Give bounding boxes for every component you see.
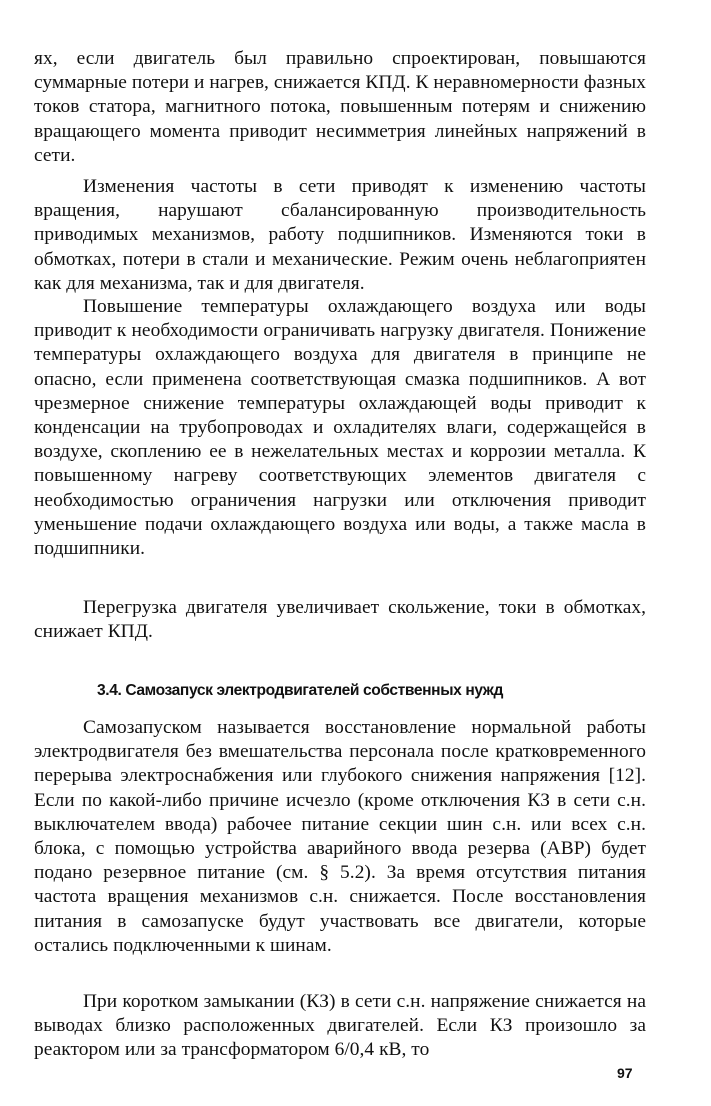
section-heading: 3.4. Самозапуск электродвигателей собственных нужд [97, 682, 503, 699]
paragraph-continuation: ях, если двигатель был правильно спроектирован, повышаются суммарные потери и нагрев, снижается КПД. К неравномерности фазных токов статора, магнитного потока, повышенным потерям и снижению вращающего момента приводит несимметрия линейных напряжений в сети. [34, 48, 646, 166]
paragraph-short-circuit: При коротком замыкании (КЗ) в сети с.н. напряжение снижается на выводах близко расположенных двигателей. Если КЗ произошло за реактором или за трансформатором 6/0,4 кВ, то [34, 991, 646, 1061]
paragraph-overload: Перегрузка двигателя увеличивает скольжение, токи в обмотках, снижает КПД. [34, 597, 646, 643]
page-number: 97 [617, 1065, 633, 1081]
paragraph-temperature: Повышение температуры охлаждающего воздуха или воды приводит к необходимости ограничивать нагрузку двигателя. Понижение температуры охлаждающего воздуха для двигателя в принципе не опасно, если применена соответствующая смазка подшипников. А вот чрезмерное снижение температуры охлаждающей воды приводит к конденсации на трубопроводах и охладителях влаги, содержащейся в воздухе, скоплению ее в нежелательных местах и коррозии металла. К повышенному нагреву соответствующих элементов двигателя с необходимостью ограничения нагрузки или отключения приводит уменьшение подачи охлаждающего воздуха или воды, а также масла в подшипники. [34, 296, 646, 560]
paragraph-frequency: Изменения частоты в сети приводят к изменению частоты вращения, нарушают сбалансированную производительность приводимых механизмов, работу подшипников. Изменяются токи в обмотках, потери в стали и механические. Режим очень неблагоприятен как для механизма, так и для двигателя. [34, 176, 646, 294]
paragraph-self-start-definition: Самозапуском называется восстановление нормальной работы электродвигателя без вмешательства персонала после кратковременного перерыва электроснабжения или глубокого снижения напряжения [12]. Если по какой-либо причине исчезло (кроме отключения КЗ в сети с.н. выключателем ввода) рабочее питание секции шин с.н. или всех с.н. блока, с помощью устройства аварийного ввода резерва (АВР) будет подано резервное питание (см. § 5.2). За время отсутствия питания частота вращения механизмов с.н. снижается. После восстановления питания в самозапуске будут участвовать все двигатели, которые остались подключенными к шинам. [34, 717, 646, 956]
